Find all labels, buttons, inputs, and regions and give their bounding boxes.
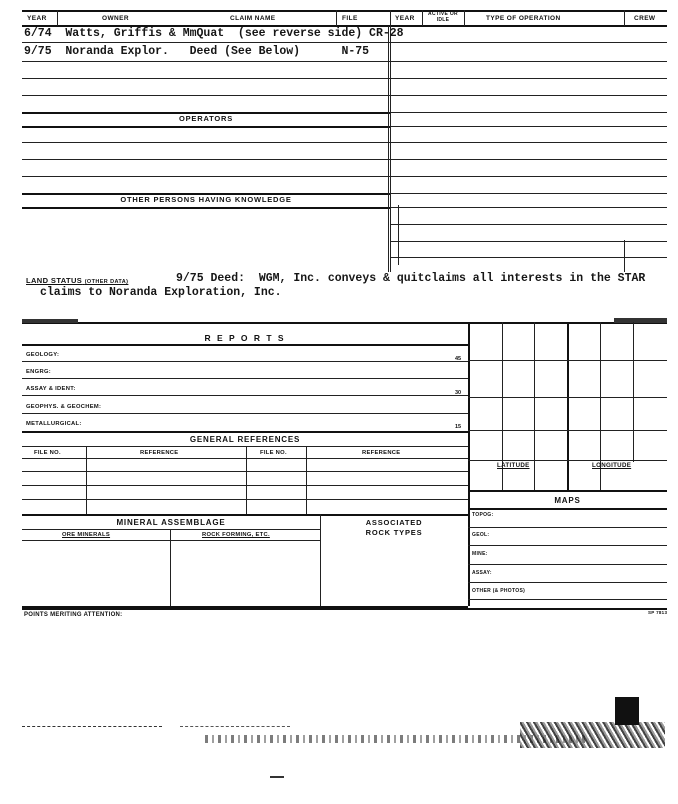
divider [320,514,321,606]
rule-line [22,159,390,160]
report-geology: GEOLOGY: [26,352,60,358]
divider [624,240,625,272]
rule-line [390,176,667,177]
divider [170,529,171,606]
rule-line [22,458,468,459]
assoc-line1: ASSOCIATED [365,518,423,527]
mineral-assemblage-title: MINERAL ASSEMBLAGE [116,518,226,527]
rule-line [468,582,667,583]
rule-line [22,361,468,362]
owner-row: 9/75 Noranda Explor. Deed (See Below) N-75 [24,45,370,58]
rule-line [468,564,667,565]
col-header-type-of-operation: TYPE OF OPERATION [486,15,561,22]
col-header-year: YEAR [27,15,47,22]
scale-15: 15 [455,424,462,430]
rule-line [390,78,667,79]
longitude-label: LONGITUDE [592,462,632,469]
rule-line [390,193,667,194]
divider [336,10,337,26]
col-header-owner: OWNER [102,15,129,22]
scan-noise-band [520,722,665,748]
col-header-file: FILE [342,15,358,22]
rule-line [22,42,390,43]
rule-line [22,207,390,209]
rule-line [468,490,667,492]
rule-line [390,207,667,208]
reports-title: R E P O R T S [204,333,286,343]
reports-top-border [22,322,667,324]
rule-line [22,446,468,447]
land-status-text-line2: claims to Noranda Exploration, Inc. [40,286,282,299]
col-header-crew: CREW [634,15,656,22]
scan-mark [270,776,284,778]
scan-smudge [22,319,78,323]
map-geol: GEOL: [472,532,490,538]
divider [633,322,634,462]
divider [57,10,58,26]
divider [534,322,535,490]
rule-line [468,508,667,510]
report-metallurgical: METALLURGICAL: [26,421,82,427]
col-header-active-idle: ACTIVE OR IDLE [428,11,458,23]
rule-line [22,78,390,79]
land-status-text-line1: 9/75 Deed: WGM, Inc. conveys & quitclaims all interests in the STAR [176,272,646,285]
rule-line [468,460,667,461]
rule-line [390,95,667,96]
report-geophys: GEOPHYS. & GEOCHEM: [26,404,102,410]
rule-line [390,159,667,160]
rule-line [22,61,390,62]
report-assay: ASSAY & IDENT: [26,386,76,392]
rule-line [22,395,468,396]
map-mine: MINE: [472,551,488,557]
scan-smudge [614,318,667,323]
general-references-title: GENERAL REFERENCES [189,435,301,444]
rule-line [468,397,667,398]
map-other: OTHER (& PHOTOS) [472,588,526,594]
rule-line [22,485,468,486]
map-assay: ASSAY: [472,570,492,576]
owner-row: 6/74 Watts, Griffis & MmQuat (see reverse side) CR-28 [24,27,404,40]
rule-line [22,514,468,516]
gr-col-file-no-2: FILE NO. [260,450,287,456]
rule-line [22,471,468,472]
col-header-claim-name: CLAIM NAME [230,15,276,22]
rule-line [390,126,667,127]
rule-line [22,176,390,177]
scale-30: 30 [455,390,462,396]
rule-line [22,540,320,541]
rule-line [22,142,390,143]
rule-line [22,344,468,346]
map-topog: TOPOG: [472,512,494,518]
divider [422,10,423,26]
rule-line [22,95,390,96]
points-meriting-attention: POINTS MERITING ATTENTION: [24,612,123,618]
rule-line [390,257,667,258]
rule-line [468,527,667,528]
scan-black-block [615,697,639,725]
divider [624,10,625,26]
rule-line [22,378,468,379]
divider [388,26,389,272]
rule-line [22,529,320,530]
rule-line [390,142,667,143]
form-number: SP 7813 [648,610,668,615]
rule-line [22,431,468,433]
latitude-label: LATITUDE [497,462,530,469]
gr-col-reference-2: REFERENCE [362,450,401,456]
associated-rock-types [322,518,466,538]
rule-line [468,360,667,361]
divider [86,446,87,514]
operators-heading: OPERATORS [178,114,233,123]
scale-45: 45 [455,356,462,362]
land-status-label-text: LAND STATUS [26,276,83,285]
scan-line [22,726,162,727]
col-header-year-2: YEAR [395,15,415,22]
land-status-label [26,276,128,285]
top-border [22,10,667,12]
rule-line [390,61,667,62]
rule-line [390,42,667,43]
gr-col-file-no: FILE NO. [34,450,61,456]
footer-border [22,608,667,610]
scan-line [180,726,290,727]
assoc-line2: ROCK TYPES [365,528,423,537]
divider [464,10,465,26]
rule-line [468,599,667,600]
gr-col-reference: REFERENCE [140,450,179,456]
rule-line [22,499,468,500]
divider [390,10,391,272]
rule-line [390,224,667,225]
ore-minerals-label: ORE MINERALS [62,532,111,538]
land-status-sub: (OTHER DATA) [84,279,129,285]
divider [246,446,247,514]
divider [398,205,399,265]
other-persons-heading: OTHER PERSONS HAVING KNOWLEDGE [120,195,292,204]
rule-line [390,241,667,242]
maps-title: MAPS [554,496,581,505]
divider [567,322,569,490]
rule-line [22,413,468,414]
rule-line [22,126,390,128]
divider [306,446,307,514]
rule-line [390,112,667,113]
rule-line [468,545,667,546]
rock-forming-label: ROCK FORMING, ETC. [202,532,270,538]
report-engrg: ENGRG: [26,369,51,375]
rule-line [468,430,667,431]
